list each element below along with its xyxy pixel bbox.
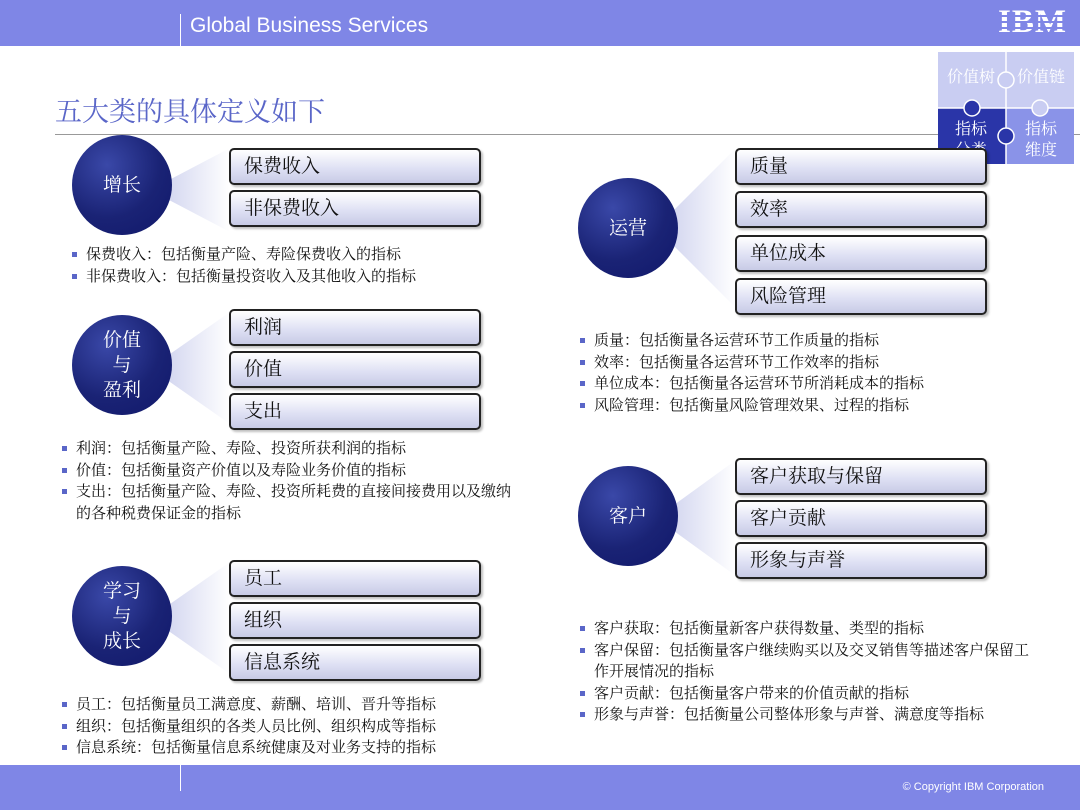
page-title: 五大类的具体定义如下 [55, 97, 325, 128]
header-divider [180, 14, 181, 46]
note-item: 风险管理：包括衡量风险管理效果、过程的指标 [578, 395, 1018, 417]
item-box-organization: 组织 [229, 602, 481, 639]
item-box-image-reputation: 形象与声誉 [735, 542, 987, 579]
note-item: 非保费收入：包括衡量投资收入及其他收入的指标 [70, 266, 520, 288]
item-box-premium-income: 保费收入 [229, 148, 481, 185]
item-box-non-premium-income: 非保费收入 [229, 190, 481, 227]
note-item: 价值：包括衡量资产价值以及寿险业务价值的指标 [60, 460, 520, 482]
note-item: 保费收入：包括衡量产险、寿险保费收入的指标 [70, 244, 520, 266]
note-item: 客户贡献：包括衡量客户带来的价值贡献的指标 [578, 683, 1038, 705]
item-box-profit: 利润 [229, 309, 481, 346]
item-box-expense: 支出 [229, 393, 481, 430]
notes-customer [578, 618, 1038, 726]
item-box-customer-contribution: 客户贡献 [735, 500, 987, 537]
header-bar [0, 0, 1080, 46]
note-item: 质量：包括衡量各运营环节工作质量的指标 [578, 330, 1018, 352]
puzzle-piece-indicator-dimension: 指标 维度 [1024, 119, 1057, 159]
item-box-customer-acquisition: 客户获取与保留 [735, 458, 987, 495]
notes-operations [578, 330, 1018, 416]
note-item: 利润：包括衡量产险、寿险、投资所获利润的指标 [60, 438, 520, 460]
note-item: 客户保留：包括衡量客户继续购买以及交叉销售等描述客户保留工作开展情况的指标 [578, 640, 1038, 683]
category-circle-customer: 客户 [578, 466, 678, 566]
note-item: 组织：包括衡量组织的各类人员比例、组织构成等指标 [60, 716, 530, 738]
notes-learning-growth [60, 694, 530, 759]
notes-value-profit [60, 438, 520, 524]
note-item: 效率：包括衡量各运营环节工作效率的指标 [578, 352, 1018, 374]
category-circle-operations: 运营 [578, 178, 678, 278]
footer-divider [180, 765, 181, 791]
footer-bar [0, 765, 1080, 810]
note-item: 形象与声誉：包括衡量公司整体形象与声誉、满意度等指标 [578, 704, 1038, 726]
item-box-employee: 员工 [229, 560, 481, 597]
puzzle-piece-value-tree: 价值树 [946, 67, 995, 86]
notes-growth [70, 244, 520, 287]
note-item: 单位成本：包括衡量各运营环节所消耗成本的指标 [578, 373, 1018, 395]
note-item: 支出：包括衡量产险、寿险、投资所耗费的直接间接费用以及缴纳的各种税费保证金的指标 [60, 481, 520, 524]
note-item: 员工：包括衡量员工满意度、薪酬、培训、晋升等指标 [60, 694, 530, 716]
category-circle-value-profit: 价值 与 盈利 [72, 315, 172, 415]
title-divider [55, 134, 1080, 135]
category-circle-growth: 增长 [72, 135, 172, 235]
item-box-risk-management: 风险管理 [735, 278, 987, 315]
note-item: 信息系统：包括衡量信息系统健康及对业务支持的指标 [60, 737, 530, 759]
header-org-name: Global Business Services [190, 14, 429, 37]
copyright-text: © Copyright IBM Corporation [902, 781, 1044, 793]
note-item: 客户获取：包括衡量新客户获得数量、类型的指标 [578, 618, 1038, 640]
item-box-quality: 质量 [735, 148, 987, 185]
item-box-value: 价值 [229, 351, 481, 388]
ibm-logo [998, 6, 1072, 38]
category-circle-learning-growth: 学习 与 成长 [72, 566, 172, 666]
item-box-efficiency: 效率 [735, 191, 987, 228]
item-box-info-system: 信息系统 [229, 644, 481, 681]
puzzle-piece-indicator-category: 指标 [954, 119, 987, 138]
puzzle-piece-value-chain: 价值链 [1016, 67, 1065, 86]
item-box-unit-cost: 单位成本 [735, 235, 987, 272]
